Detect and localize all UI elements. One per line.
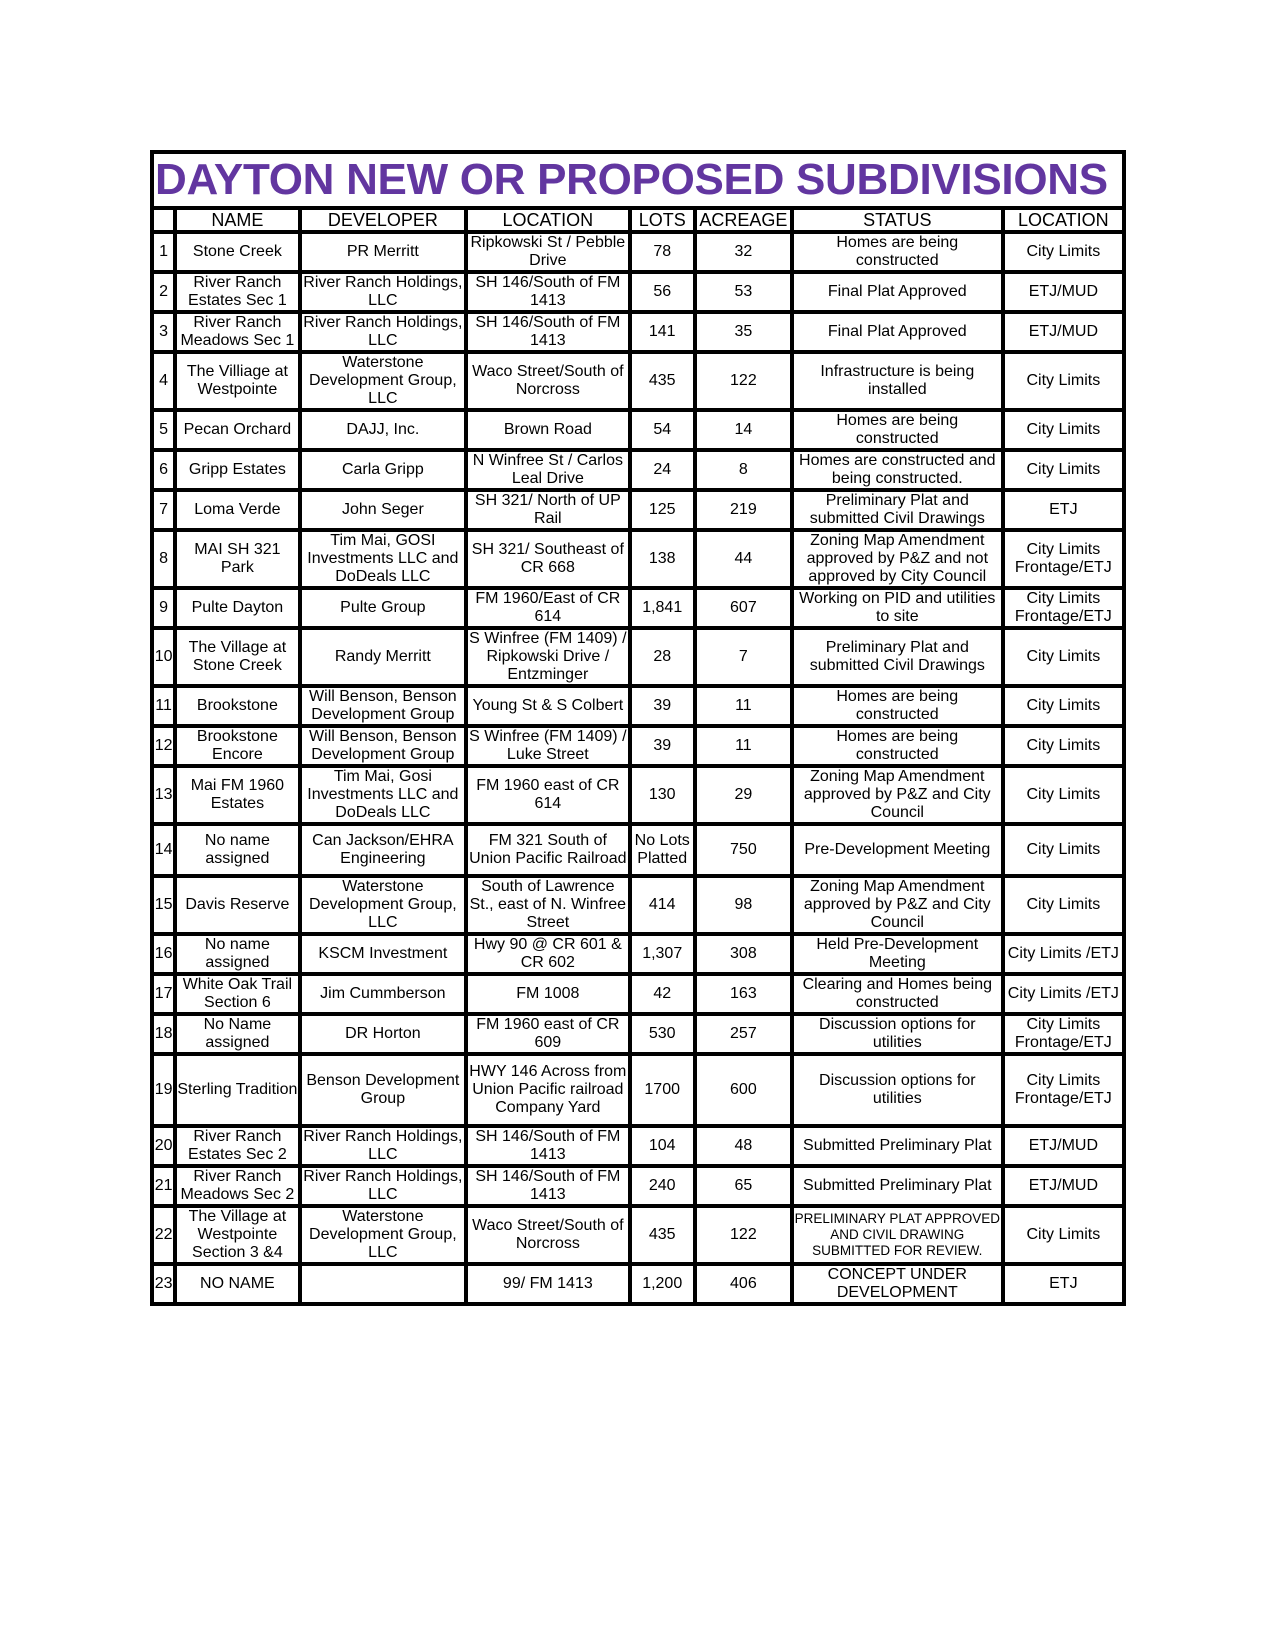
developer-cell [300, 1264, 467, 1304]
row-number: 2 [152, 272, 175, 312]
col-header-name: NAME [175, 208, 299, 232]
row-number: 15 [152, 876, 175, 934]
name-cell: Mai FM 1960 Estates [175, 766, 299, 824]
location-cell: SH 146/South of FM 1413 [466, 312, 629, 352]
status-cell: Infrastructure is being installed [792, 352, 1003, 410]
acreage-cell: 48 [695, 1126, 792, 1166]
row-number: 5 [152, 410, 175, 450]
name-cell: Gripp Estates [175, 450, 299, 490]
status-cell: Final Plat Approved [792, 312, 1003, 352]
table-row [152, 410, 1124, 450]
subdivisions-table [150, 150, 1126, 1306]
developer-cell: Waterstone Development Group, LLC [300, 352, 467, 410]
acreage-cell: 98 [695, 876, 792, 934]
table-row [152, 1206, 1124, 1264]
developer-cell: KSCM Investment [300, 934, 467, 974]
acreage-cell: 65 [695, 1166, 792, 1206]
acreage-cell: 122 [695, 352, 792, 410]
name-cell: Pulte Dayton [175, 588, 299, 628]
table-row [152, 1166, 1124, 1206]
name-cell: River Ranch Meadows Sec 1 [175, 312, 299, 352]
developer-cell: DR Horton [300, 1014, 467, 1054]
table-row [152, 934, 1124, 974]
status-cell: Final Plat Approved [792, 272, 1003, 312]
jurisdiction-cell: City Limits [1003, 726, 1124, 766]
location-cell: FM 1008 [466, 974, 629, 1014]
lots-cell: 435 [630, 352, 695, 410]
location-cell: SH 146/South of FM 1413 [466, 1126, 629, 1166]
name-cell: River Ranch Meadows Sec 2 [175, 1166, 299, 1206]
table-row [152, 1054, 1124, 1126]
row-number: 19 [152, 1054, 175, 1126]
table-row [152, 876, 1124, 934]
jurisdiction-cell: ETJ/MUD [1003, 312, 1124, 352]
table-row [152, 628, 1124, 686]
lots-cell: 240 [630, 1166, 695, 1206]
status-cell: PRELIMINARY PLAT APPROVED AND CIVIL DRAWING SUBMITTED FOR REVIEW. [792, 1206, 1003, 1264]
developer-cell: Will Benson, Benson Development Group [300, 726, 467, 766]
jurisdiction-cell: City Limits [1003, 232, 1124, 272]
acreage-cell: 11 [695, 686, 792, 726]
lots-cell: 54 [630, 410, 695, 450]
row-number: 9 [152, 588, 175, 628]
row-number: 14 [152, 824, 175, 876]
table-row [152, 352, 1124, 410]
location-cell: SH 321/ Southeast of CR 668 [466, 530, 629, 588]
location-cell: South of Lawrence St., east of N. Winfree Street [466, 876, 629, 934]
jurisdiction-cell: ETJ [1003, 490, 1124, 530]
developer-cell: Waterstone Development Group, LLC [300, 1206, 467, 1264]
status-cell: Submitted Preliminary Plat [792, 1166, 1003, 1206]
location-cell: 99/ FM 1413 [466, 1264, 629, 1304]
location-cell: N Winfree St / Carlos Leal Drive [466, 450, 629, 490]
location-cell: Young St & S Colbert [466, 686, 629, 726]
developer-cell: Pulte Group [300, 588, 467, 628]
acreage-cell: 8 [695, 450, 792, 490]
acreage-cell: 122 [695, 1206, 792, 1264]
name-cell: Stone Creek [175, 232, 299, 272]
jurisdiction-cell: City Limits [1003, 1206, 1124, 1264]
name-cell: The Villiage at Westpointe [175, 352, 299, 410]
lots-cell: 1700 [630, 1054, 695, 1126]
developer-cell: Will Benson, Benson Development Group [300, 686, 467, 726]
col-header-developer: DEVELOPER [300, 208, 467, 232]
lots-cell: 56 [630, 272, 695, 312]
lots-cell: 42 [630, 974, 695, 1014]
lots-cell: 1,307 [630, 934, 695, 974]
lots-cell: 141 [630, 312, 695, 352]
acreage-cell: 35 [695, 312, 792, 352]
lots-cell: 125 [630, 490, 695, 530]
lots-cell: 1,841 [630, 588, 695, 628]
acreage-cell: 607 [695, 588, 792, 628]
col-header-acreage: ACREAGE [695, 208, 792, 232]
table-row [152, 588, 1124, 628]
name-cell: Loma Verde [175, 490, 299, 530]
row-number: 3 [152, 312, 175, 352]
name-cell: The Village at Stone Creek [175, 628, 299, 686]
table-row [152, 766, 1124, 824]
status-cell: Clearing and Homes being constructed [792, 974, 1003, 1014]
row-number: 13 [152, 766, 175, 824]
lots-cell: 414 [630, 876, 695, 934]
location-cell: Brown Road [466, 410, 629, 450]
developer-cell: Tim Mai, Gosi Investments LLC and DoDeals LLC [300, 766, 467, 824]
name-cell: Davis Reserve [175, 876, 299, 934]
location-cell: Hwy 90 @ CR 601 & CR 602 [466, 934, 629, 974]
acreage-cell: 163 [695, 974, 792, 1014]
developer-cell: PR Merritt [300, 232, 467, 272]
status-cell: Homes are being constructed [792, 686, 1003, 726]
acreage-cell: 406 [695, 1264, 792, 1304]
status-cell: Discussion options for utilities [792, 1014, 1003, 1054]
status-cell: CONCEPT UNDER DEVELOPMENT [792, 1264, 1003, 1304]
name-cell: Brookstone [175, 686, 299, 726]
table-row [152, 490, 1124, 530]
row-number: 10 [152, 628, 175, 686]
developer-cell: Benson Development Group [300, 1054, 467, 1126]
row-number: 6 [152, 450, 175, 490]
name-cell: No Name assigned [175, 1014, 299, 1054]
status-cell: Homes are being constructed [792, 726, 1003, 766]
status-cell: Working on PID and utilities to site [792, 588, 1003, 628]
subdivisions-document [150, 150, 1126, 1306]
jurisdiction-cell: City Limits [1003, 628, 1124, 686]
location-cell: Ripkowski St / Pebble Drive [466, 232, 629, 272]
lots-cell: 28 [630, 628, 695, 686]
table-row [152, 1014, 1124, 1054]
row-number: 21 [152, 1166, 175, 1206]
status-cell: Pre-Development Meeting [792, 824, 1003, 876]
developer-cell: Randy Merritt [300, 628, 467, 686]
developer-cell: Tim Mai, GOSI Investments LLC and DoDeals LLC [300, 530, 467, 588]
name-cell: River Ranch Estates Sec 2 [175, 1126, 299, 1166]
location-cell: Waco Street/South of Norcross [466, 1206, 629, 1264]
developer-cell: River Ranch Holdings, LLC [300, 272, 467, 312]
jurisdiction-cell: ETJ [1003, 1264, 1124, 1304]
location-cell: HWY 146 Across from Union Pacific railroad Company Yard [466, 1054, 629, 1126]
developer-cell: Waterstone Development Group, LLC [300, 876, 467, 934]
jurisdiction-cell: ETJ/MUD [1003, 272, 1124, 312]
jurisdiction-cell: City Limits [1003, 824, 1124, 876]
location-cell: SH 321/ North of UP Rail [466, 490, 629, 530]
row-number: 17 [152, 974, 175, 1014]
row-number: 1 [152, 232, 175, 272]
lots-cell: 39 [630, 686, 695, 726]
lots-cell: 1,200 [630, 1264, 695, 1304]
status-cell: Discussion options for utilities [792, 1054, 1003, 1126]
acreage-cell: 44 [695, 530, 792, 588]
jurisdiction-cell: City Limits [1003, 410, 1124, 450]
jurisdiction-cell: ETJ/MUD [1003, 1126, 1124, 1166]
row-number: 23 [152, 1264, 175, 1304]
location-cell: SH 146/South of FM 1413 [466, 272, 629, 312]
name-cell: MAI SH 321 Park [175, 530, 299, 588]
location-cell: Waco Street/South of Norcross [466, 352, 629, 410]
acreage-cell: 53 [695, 272, 792, 312]
col-header-location: LOCATION [466, 208, 629, 232]
jurisdiction-cell: City Limits [1003, 766, 1124, 824]
table-row [152, 1264, 1124, 1304]
lots-cell: 530 [630, 1014, 695, 1054]
developer-cell: Carla Gripp [300, 450, 467, 490]
name-cell: Sterling Tradition [175, 1054, 299, 1126]
col-header-number [152, 208, 175, 232]
status-cell: Zoning Map Amendment approved by P&Z and City Council [792, 876, 1003, 934]
lots-cell: 24 [630, 450, 695, 490]
acreage-cell: 14 [695, 410, 792, 450]
col-header-status: STATUS [792, 208, 1003, 232]
acreage-cell: 600 [695, 1054, 792, 1126]
name-cell: The Village at Westpointe Section 3 &4 [175, 1206, 299, 1264]
name-cell: Brookstone Encore [175, 726, 299, 766]
table-row [152, 824, 1124, 876]
status-cell: Preliminary Plat and submitted Civil Drawings [792, 628, 1003, 686]
name-cell: No name assigned [175, 824, 299, 876]
table-row [152, 1126, 1124, 1166]
table-row [152, 312, 1124, 352]
table-row [152, 272, 1124, 312]
name-cell: Pecan Orchard [175, 410, 299, 450]
row-number: 4 [152, 352, 175, 410]
jurisdiction-cell: City Limits Frontage/ETJ [1003, 1054, 1124, 1126]
row-number: 20 [152, 1126, 175, 1166]
acreage-cell: 11 [695, 726, 792, 766]
developer-cell: Can Jackson/EHRA Engineering [300, 824, 467, 876]
jurisdiction-cell: City Limits [1003, 686, 1124, 726]
lots-cell: 435 [630, 1206, 695, 1264]
row-number: 7 [152, 490, 175, 530]
lots-cell: 78 [630, 232, 695, 272]
developer-cell: John Seger [300, 490, 467, 530]
table-row [152, 974, 1124, 1014]
status-cell: Homes are being constructed [792, 410, 1003, 450]
table-row [152, 726, 1124, 766]
lots-cell: No Lots Platted [630, 824, 695, 876]
jurisdiction-cell: City Limits Frontage/ETJ [1003, 530, 1124, 588]
developer-cell: River Ranch Holdings, LLC [300, 1126, 467, 1166]
acreage-cell: 257 [695, 1014, 792, 1054]
row-number: 16 [152, 934, 175, 974]
developer-cell: River Ranch Holdings, LLC [300, 1166, 467, 1206]
jurisdiction-cell: City Limits Frontage/ETJ [1003, 1014, 1124, 1054]
developer-cell: DAJJ, Inc. [300, 410, 467, 450]
acreage-cell: 219 [695, 490, 792, 530]
developer-cell: Jim Cummberson [300, 974, 467, 1014]
acreage-cell: 32 [695, 232, 792, 272]
jurisdiction-cell: City Limits [1003, 450, 1124, 490]
jurisdiction-cell: City Limits [1003, 876, 1124, 934]
lots-cell: 130 [630, 766, 695, 824]
status-cell: Submitted Preliminary Plat [792, 1126, 1003, 1166]
name-cell: No name assigned [175, 934, 299, 974]
lots-cell: 39 [630, 726, 695, 766]
jurisdiction-cell: City Limits /ETJ [1003, 974, 1124, 1014]
acreage-cell: 7 [695, 628, 792, 686]
table-row [152, 232, 1124, 272]
jurisdiction-cell: City Limits /ETJ [1003, 934, 1124, 974]
status-cell: Preliminary Plat and submitted Civil Drawings [792, 490, 1003, 530]
lots-cell: 104 [630, 1126, 695, 1166]
acreage-cell: 750 [695, 824, 792, 876]
table-row [152, 450, 1124, 490]
lots-cell: 138 [630, 530, 695, 588]
location-cell: S Winfree (FM 1409) / Luke Street [466, 726, 629, 766]
row-number: 8 [152, 530, 175, 588]
location-cell: S Winfree (FM 1409) / Ripkowski Drive / Entzminger [466, 628, 629, 686]
name-cell: NO NAME [175, 1264, 299, 1304]
col-header-jurisdiction: LOCATION [1003, 208, 1124, 232]
status-cell: Held Pre-Development Meeting [792, 934, 1003, 974]
status-cell: Homes are being constructed [792, 232, 1003, 272]
name-cell: River Ranch Estates Sec 1 [175, 272, 299, 312]
table-row [152, 530, 1124, 588]
jurisdiction-cell: City Limits [1003, 352, 1124, 410]
page-title: DAYTON NEW OR PROPOSED SUBDIVISIONS [152, 152, 1124, 208]
location-cell: FM 1960 east of CR 609 [466, 1014, 629, 1054]
row-number: 11 [152, 686, 175, 726]
row-number: 18 [152, 1014, 175, 1054]
status-cell: Zoning Map Amendment approved by P&Z and City Council [792, 766, 1003, 824]
jurisdiction-cell: City Limits Frontage/ETJ [1003, 588, 1124, 628]
row-number: 12 [152, 726, 175, 766]
location-cell: SH 146/South of FM 1413 [466, 1166, 629, 1206]
header-row [152, 208, 1124, 232]
developer-cell: River Ranch Holdings, LLC [300, 312, 467, 352]
status-cell: Homes are constructed and being constructed. [792, 450, 1003, 490]
status-cell: Zoning Map Amendment approved by P&Z and not approved by City Council [792, 530, 1003, 588]
name-cell: White Oak Trail Section 6 [175, 974, 299, 1014]
table-body [152, 232, 1124, 1304]
location-cell: FM 1960 east of CR 614 [466, 766, 629, 824]
acreage-cell: 29 [695, 766, 792, 824]
jurisdiction-cell: ETJ/MUD [1003, 1166, 1124, 1206]
col-header-lots: LOTS [630, 208, 695, 232]
location-cell: FM 321 South of Union Pacific Railroad [466, 824, 629, 876]
table-row [152, 686, 1124, 726]
acreage-cell: 308 [695, 934, 792, 974]
row-number: 22 [152, 1206, 175, 1264]
location-cell: FM 1960/East of CR 614 [466, 588, 629, 628]
